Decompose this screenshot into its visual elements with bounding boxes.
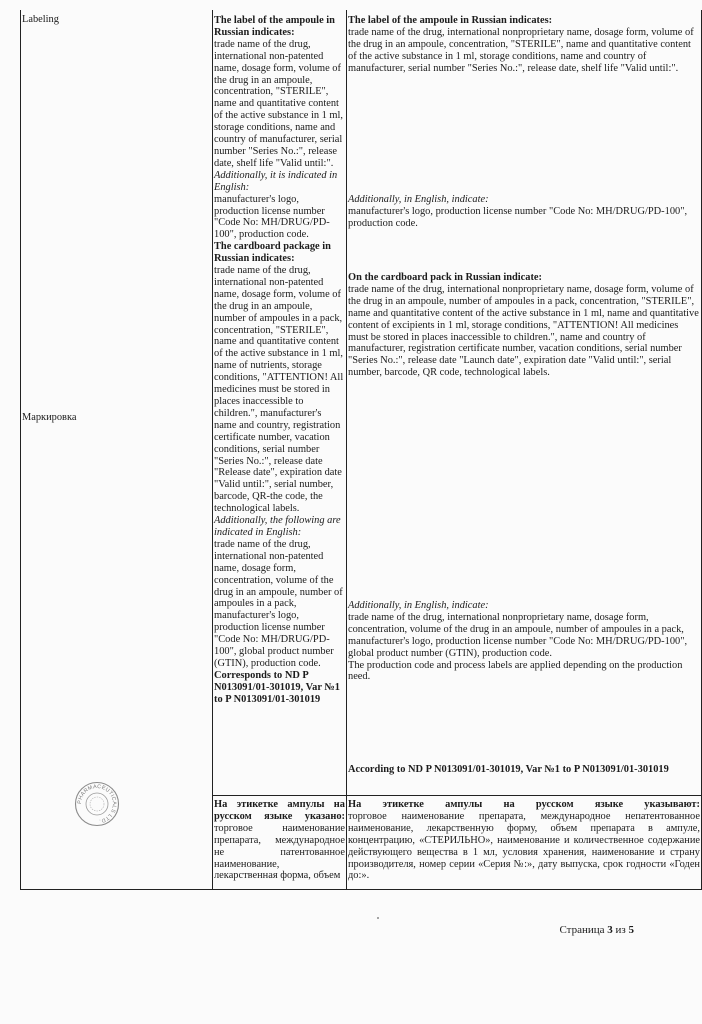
col3-ampoule-english-text: manufacturer's logo, production license number "Code No: MH/DRUG/PD-100", production code.	[348, 205, 688, 229]
col3-ampoule-english-block	[348, 194, 700, 230]
stamp-text: PHARMACEUTICALS LTD.	[76, 783, 118, 824]
col3-package-block	[348, 272, 700, 379]
col3-package-english-block	[348, 600, 700, 683]
col3-ampoule-block	[348, 15, 700, 75]
col2-ampoule-heading: The label of the ampoule in Russian indicates:	[214, 15, 335, 38]
col2-package-english-note: Additionally, the following are indicated in English:	[214, 515, 341, 538]
col3-ampoule-english-note: Additionally, in English, indicate:	[348, 194, 489, 205]
col2-ampoule-block	[214, 15, 345, 706]
scan-speck	[377, 917, 379, 919]
col2-ru-heading: На этикетке ампулы на русском языке указано:	[214, 799, 345, 822]
row-divider	[212, 795, 702, 796]
col2-ampoule-text: trade name of the drug, international non-patented name, dosage form, volume of the drug in an ampoule, concentration, "STERILE", name and quantitative content of the active substance in 1 ml, storage conditions, name and country of manufacturer, serial number "Series No.:", release date, shelf life "Valid until:".	[214, 38, 343, 169]
col3-ru-text: торговое наименование препарата, международное непатентованное наименование, лекарственную форму, объем препарата в ампуле, концентрацию, «СТЕРИЛЬНО», наименование и количественное содержание действующего вещества в 1 мл, условия хранения, наименование и страну производителя, номер серии «Серия №:», дату выпуска, срок годности «Годен до:».	[348, 810, 700, 882]
of-word: из	[615, 924, 626, 936]
table-border-left	[20, 10, 21, 890]
page-number-footer	[559, 925, 634, 937]
page-number: 3	[607, 924, 613, 936]
col2-package-text: trade name of the drug, international non-patented name, dosage form, volume of the drug in an ampoule, number of ampoules in a pack, concentration, "STERILE", name and quantitative content of the active substance in 1 ml, name of nutrients, storage conditions, "ATTENTION! All medicines must be stored in places inaccessible to children.", manufacturer's name and country, registration certificate number, vacation conditions, serial number "Series No.:", release date "Release date", expiration date "Valid until:", serial number, barcode, QR-the code, the technological labels.	[214, 265, 344, 515]
col2-ru-text: торговое наименование препарата, международное не патентованное наименование, лекарственная форма, объем	[214, 822, 345, 882]
col2-ampoule-english-text: manufacturer's logo, production license number "Code No: MH/DRUG/PD-100", production code.	[214, 193, 330, 241]
table-border-col2	[212, 10, 213, 890]
company-stamp	[74, 781, 120, 827]
col3-ampoule-heading: The label of the ampoule in Russian indicates:	[348, 15, 553, 26]
svg-text:PHARMACEUTICALS LTD.	[77, 784, 117, 824]
col2-package-english-text: trade name of the drug, international non-patented name, dosage form, concentration, volume of the drug in an ampoule, number of ampoules in a pack, manufacturer's logo, production license number "Code No: MH/DRUG/PD-100", global product number (GTIN), production code.	[214, 538, 343, 669]
col3-according-text: According to ND P N013091/01-301019, Var №1 to P N013091/01-301019	[348, 764, 669, 775]
col3-package-text: trade name of the drug, international nonproprietary name, dosage form, volume of the drug in an ampoule, number of ampoules in a pack, concentration, "STERILE", name and quantitative content of the active substance in 1 ml, name and quantitative content of excipients in 1 ml, storage conditions, "ATTENTION! All medicines must be stored in places inaccessible to children.", name and country of manufacturer, registration certificate number, vacation conditions, serial number "Series No.:", release date "Launch date", expiration date "Valid until:", serial number, barcode, QR code, technological labels.	[348, 283, 699, 379]
col3-package-english-text: trade name of the drug, international nonproprietary name, dosage form, concentration, volume of the drug in an ampoule, number of ampoules in a pack, manufacturer's logo, production license number "Code No: MH/DRUG/PD-100", global product number (GTIN), production code.	[348, 611, 688, 659]
col2-ampoule-english-note: Additionally, it is indicated in English:	[214, 169, 338, 193]
col3-production-note: The production code and process labels are applied depending on the production need.	[348, 659, 683, 683]
col2-package-heading: The cardboard package in Russian indicates:	[214, 241, 331, 265]
table-border-col3	[346, 10, 347, 890]
col2-ru-block	[214, 799, 345, 882]
table-border-bottom	[20, 889, 702, 890]
col3-package-english-note: Additionally, in English, indicate:	[348, 600, 489, 611]
page-word: Страница	[559, 924, 605, 936]
col3-package-heading: On the cardboard pack in Russian indicate:	[348, 272, 542, 283]
col3-ru-heading: На этикетке ампулы на русском языке указывают:	[348, 799, 700, 810]
row-label-labeling-ru: Маркировка	[22, 412, 77, 423]
col2-corresponds: Corresponds to ND P N013091/01-301019, Var №1 to P N013091/01-301019	[214, 669, 340, 705]
col3-ru-block	[348, 799, 700, 882]
total-pages: 5	[628, 924, 634, 936]
row-label-labeling-en: Labeling	[22, 14, 59, 25]
col3-ampoule-text: trade name of the drug, international nonproprietary name, dosage form, volume of the drug in an ampoule, concentration, "STERILE", name and quantitative content of the active substance in 1 ml, storage conditions, name and country of manufacturer, serial number "Series No.:", release date, shelf life "Valid until:".	[348, 26, 694, 74]
col3-according	[348, 764, 700, 776]
